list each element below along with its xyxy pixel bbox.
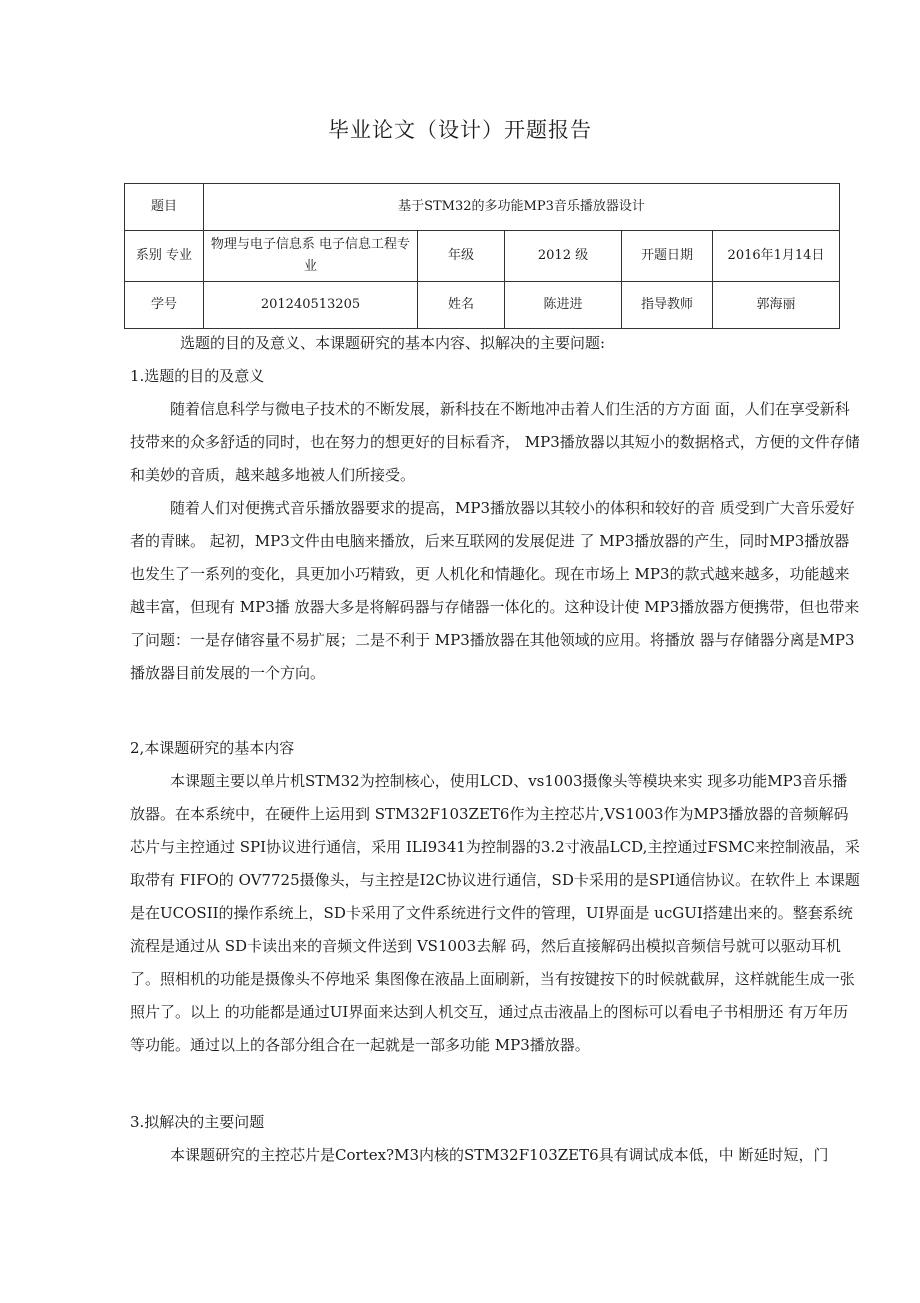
id-label: 学号 <box>125 282 204 329</box>
intro-line: 选题的目的及意义、本课题研究的基本内容、拟解决的主要问题: <box>180 334 606 352</box>
section-1 <box>130 360 860 690</box>
page-title: 毕业论文（设计）开题报告 <box>328 118 592 142</box>
name-label: 姓名 <box>418 282 505 329</box>
advisor-label: 指导教师 <box>622 282 713 329</box>
date-label: 开题日期 <box>622 231 713 282</box>
section-3-heading: 3.拟解决的主要问题 <box>130 1113 265 1131</box>
topic-label: 题目 <box>125 184 204 231</box>
section-1-heading: 1.选题的目的及意义 <box>130 367 265 385</box>
dept-value: 物理与电子信息系 电子信息工程专业 <box>204 231 418 282</box>
id-value: 201240513205 <box>204 282 418 329</box>
section-3 <box>130 1106 860 1172</box>
info-table <box>124 183 840 329</box>
section-2-heading: 2,本课题研究的基本内容 <box>130 739 295 757</box>
section-1-paragraph-1: 随着信息科学与微电子技术的不断发展，新科技在不断地冲击着人们生活的方方面 面，人们在享受新科技带来的众多舒适的同时，也在努力的想更好的目标看齐， MP3播放器以其短小的数据格式，方便的文件存储和美妙的音质，越来越多地被人们所接受。 <box>130 400 860 484</box>
name-value: 陈进进 <box>505 282 622 329</box>
section-3-paragraph-1: 本课题研究的主控芯片是Cortex?M3内核的STM32F103ZET6具有调试成本低，中 断延时短，门 <box>170 1146 829 1164</box>
section-2-paragraph-1: 本课题主要以单片机STM32为控制核心，使用LCD、vs1003摄像头等模块来实 现多功能MP3音乐播放器。在本系统中，在硬件上运用到 STM32F103ZET6作为主控芯片,VS1003作为MP3播放器的音频解码芯片与主控通过 SPI协议进行通信，采用 ILI9341为控制器的3.2寸液晶LCD,主控通过FSMC来控制液晶，采取带有 FIFO的 OV7725摄像头，与主控是I2C协议进行通信，SD卡采用的是SPI通信协议。在软件上 本课题是在UCOSII的操作系统上，SD卡采用了文件系统进行文件的管理，UI界面是 ucGUI搭建出来的。整套系统流程是通过从 SD卡读出来的音频文件送到 VS1003去解 码，然后直接解码出模拟音频信号就可以驱动耳机了。照相机的功能是摄像头不停地采 集图像在液晶上面刷新，当有按键按下的时候就截屏，这样就能生成一张照片了。以上 的功能都是通过UI界面来达到人机交互，通过点击液晶上的图标可以看电子书相册还 有万年历等功能。通过以上的各部分组合在一起就是一部多功能 MP3播放器。 <box>130 772 860 1054</box>
dept-label: 系别 专业 <box>125 231 204 282</box>
advisor-value: 郭海丽 <box>713 282 840 329</box>
section-1-paragraph-2: 随着人们对便携式音乐播放器要求的提高，MP3播放器以其较小的体积和较好的音 质受到广大音乐爱好者的青睐。 起初，MP3文件由电脑来播放，后来互联网的发展促进 了 MP3播放器的产生，同时MP3播放器也发生了一系列的变化，具更加小巧精致，更 人机化和情趣化。现在市场上 MP3的款式越来越多，功能越来越丰富，但现有 MP3播 放器大多是将解码器与存储器一体化的。这种设计使 MP3播放器方便携带，但也带来了问题：一是存储容量不易扩展；二是不利于 MP3播放器在其他领域的应用。将播放 器与存储器分离是MP3播放器目前发展的一个方向。 <box>130 499 860 682</box>
section-2 <box>130 732 860 1062</box>
grade-value: 2012 级 <box>505 231 622 282</box>
grade-label: 年级 <box>418 231 505 282</box>
date-value: 2016年1月14日 <box>713 231 840 282</box>
topic-value: 基于STM32的多功能MP3音乐播放器设计 <box>204 184 840 231</box>
